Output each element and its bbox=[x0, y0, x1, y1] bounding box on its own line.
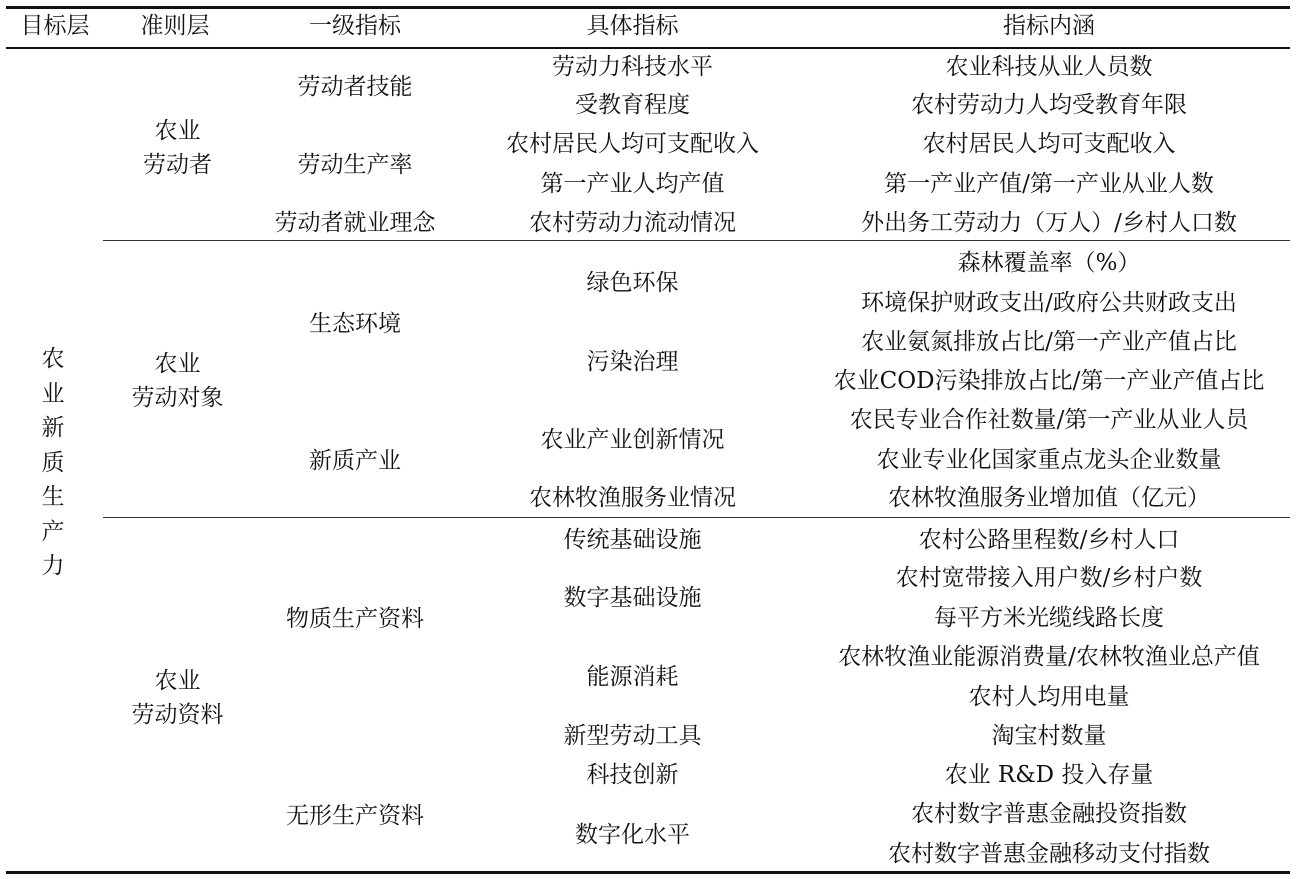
table-top-rule bbox=[6, 6, 1290, 9]
header-criterion-layer: 准则层 bbox=[140, 13, 210, 39]
indicator-meaning-cell: 农业专业化国家重点龙头企业数量 bbox=[876, 447, 1222, 473]
specific-indicator-cell: 数字基础设施 bbox=[563, 585, 702, 611]
specific-indicator-cell: 农村劳动力流动情况 bbox=[529, 210, 736, 236]
indicator-meaning-cell: 外出务工劳动力（万人）/乡村人口数 bbox=[861, 210, 1237, 236]
indicator-meaning-cell: 农村人均用电量 bbox=[968, 684, 1130, 710]
specific-indicator-cell: 科技创新 bbox=[586, 762, 679, 788]
criterion-cell-laborer: 农业 劳动者 bbox=[143, 118, 212, 178]
specific-indicator-cell: 传统基础设施 bbox=[563, 527, 702, 553]
specific-indicator-cell: 能源消耗 bbox=[586, 664, 679, 690]
specific-indicator-cell: 污染治理 bbox=[586, 349, 679, 375]
specific-indicator-cell: 第一产业人均产值 bbox=[540, 171, 725, 197]
specific-indicator-cell: 农林牧渔服务业情况 bbox=[529, 485, 736, 511]
specific-indicator-cell: 新型劳动工具 bbox=[563, 723, 702, 749]
header-indicator-meaning: 指标内涵 bbox=[1003, 13, 1095, 39]
indicator-meaning-cell: 第一产业产值/第一产业从业人数 bbox=[884, 171, 1214, 197]
indicator-meaning-cell: 农业氨氮排放占比/第一产业产值占比 bbox=[861, 329, 1237, 355]
level1-cell: 新质产业 bbox=[309, 448, 401, 474]
target-layer-cell: 农 业 新 质 生 产 力 bbox=[41, 346, 65, 579]
indicator-meaning-cell: 农林牧渔业能源消费量/农林牧渔业总产值 bbox=[838, 644, 1260, 670]
indicator-meaning-cell: 森林覆盖率（%） bbox=[957, 250, 1141, 276]
indicator-meaning-cell: 农业科技从业人员数 bbox=[945, 54, 1153, 80]
level1-cell: 劳动生产率 bbox=[297, 152, 413, 178]
specific-indicator-cell: 绿色环保 bbox=[586, 270, 679, 296]
section-divider-1 bbox=[103, 240, 1290, 241]
specific-indicator-cell: 受教育程度 bbox=[575, 92, 690, 118]
indicator-meaning-cell: 农业COD污染排放占比/第一产业产值占比 bbox=[833, 368, 1265, 394]
specific-indicator-cell: 数字化水平 bbox=[575, 822, 690, 848]
indicator-meaning-cell: 每平方米光缆线路长度 bbox=[934, 605, 1164, 631]
header-target-layer: 目标层 bbox=[20, 13, 90, 39]
specific-indicator-cell: 农村居民人均可支配收入 bbox=[506, 131, 759, 157]
level1-cell: 物质生产资料 bbox=[286, 606, 424, 632]
table-header-rule bbox=[6, 47, 1290, 49]
level1-cell: 生态环境 bbox=[309, 311, 401, 337]
level1-cell: 无形生产资料 bbox=[286, 803, 424, 829]
indicator-meaning-cell: 农村公路里程数/乡村人口 bbox=[918, 527, 1180, 553]
header-specific-indicator: 具体指标 bbox=[586, 13, 679, 39]
indicator-meaning-cell: 农村劳动力人均受教育年限 bbox=[911, 92, 1187, 118]
indicator-meaning-cell: 农村数字普惠金融投资指数 bbox=[911, 801, 1187, 827]
indicator-meaning-cell: 农村居民人均可支配收入 bbox=[922, 131, 1176, 157]
indicator-meaning-cell: 农业 R&D 投入存量 bbox=[944, 762, 1154, 788]
criterion-cell-labor-object: 农业 劳动对象 bbox=[131, 351, 224, 411]
indicator-meaning-cell: 农林牧渔服务业增加值（亿元） bbox=[888, 485, 1210, 511]
level1-cell: 劳动者技能 bbox=[297, 74, 413, 100]
criterion-cell-labor-material: 农业 劳动资料 bbox=[131, 668, 224, 728]
specific-indicator-cell: 农业产业创新情况 bbox=[540, 427, 725, 453]
indicator-meaning-cell: 环境保护财政支出/政府公共财政支出 bbox=[861, 290, 1237, 316]
indicator-meaning-cell: 农民专业合作社数量/第一产业从业人员 bbox=[849, 407, 1249, 433]
indicator-meaning-cell: 农村宽带接入用户数/乡村户数 bbox=[895, 565, 1203, 591]
indicator-meaning-cell: 农村数字普惠金融移动支付指数 bbox=[888, 841, 1210, 867]
section-divider-2 bbox=[103, 517, 1290, 518]
specific-indicator-cell: 劳动力科技水平 bbox=[552, 54, 713, 80]
indicator-meaning-cell: 淘宝村数量 bbox=[991, 723, 1107, 749]
level1-cell: 劳动者就业理念 bbox=[274, 210, 436, 236]
table-bottom-rule bbox=[6, 871, 1290, 874]
header-level1-indicator: 一级指标 bbox=[309, 13, 401, 39]
